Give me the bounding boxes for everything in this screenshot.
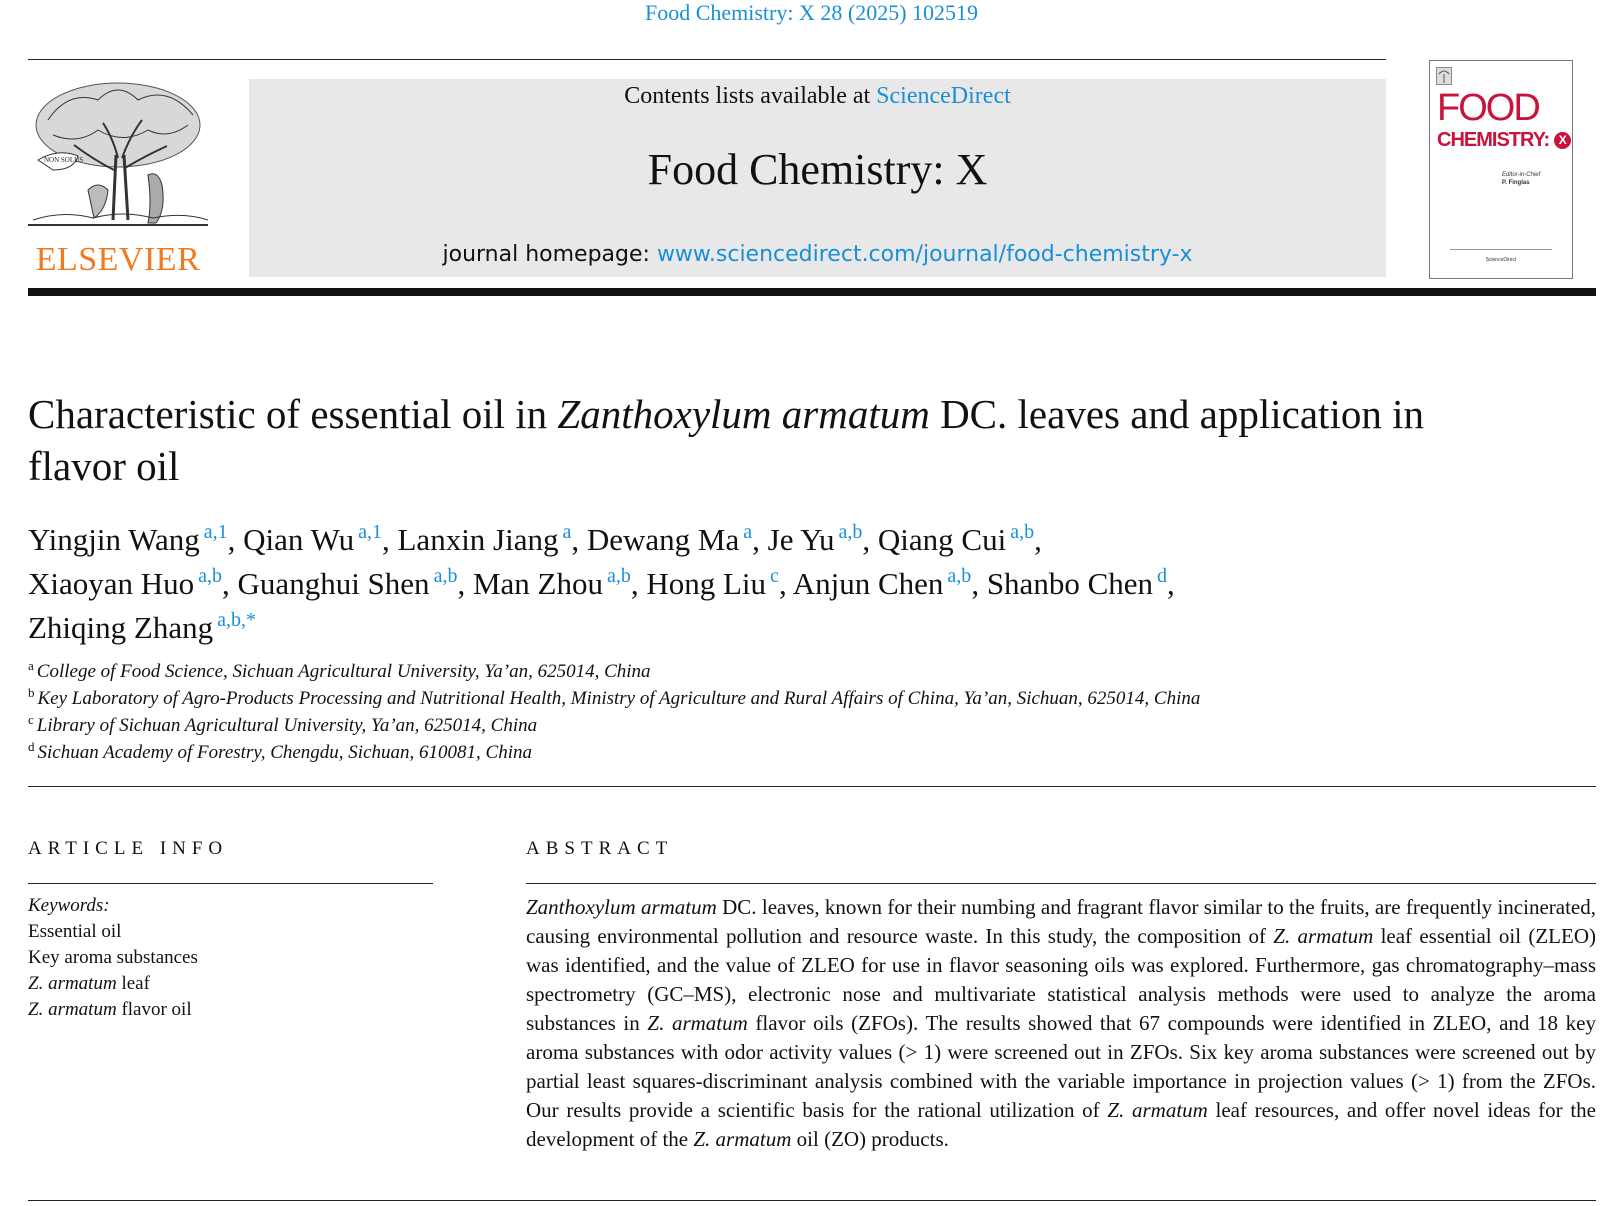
keyword-list xyxy=(28,919,198,1023)
cover-editor-label: Editor-in-Chief xyxy=(1502,172,1541,178)
title-species: Zanthoxylum armatum xyxy=(557,391,930,437)
author-affiliation-marker[interactable]: c xyxy=(770,565,779,587)
author-affiliation-marker[interactable]: a xyxy=(743,521,753,543)
journal-homepage-link[interactable]: www.sciencedirect.com/journal/food-chemistry-x xyxy=(656,242,1193,267)
keyword-text: Essential oil xyxy=(28,921,122,942)
author-list xyxy=(28,520,1478,652)
abstract-segment: flavor oils (ZFOs). The results showed that 67 compounds were identified in ZLEO, and 18 key aroma substances with odor activity values (> 1) were screened out in ZFOs. Six key aroma substances were screened out by partial least squares-discriminant analysis combined with the variable importance in projection values (> 1) from the ZFOs. Our results provide a scientific basis for the rational utilization of xyxy=(526,1011,1596,1122)
keyword-text: leaf xyxy=(116,973,150,994)
cover-editor-name: P. Finglas xyxy=(1502,180,1530,186)
author-separator: , xyxy=(227,522,244,557)
keyword xyxy=(28,971,198,997)
author-affiliation-marker[interactable]: a,b xyxy=(433,565,458,587)
affiliation-key: c xyxy=(28,712,34,727)
abstract-segment: leaf essential oil (ZLEO) was identified, and the value of ZLEO for use in flavor seasoning oils was explored. Furthermore, gas chromatography–mass spectrometry (GC–MS), electronic nose and multivariate statistical analysis methods were used to analyze the aroma substances in xyxy=(526,924,1596,1035)
keyword-species: Z. armatum xyxy=(28,973,117,994)
author xyxy=(587,522,768,557)
affiliation-rule xyxy=(28,786,1596,787)
abstract-species: Z. armatum xyxy=(647,1011,748,1035)
abstract-species: Z. armatum xyxy=(1107,1098,1208,1122)
author-name[interactable]: Lanxin Jiang xyxy=(397,522,559,557)
abstract-segment: DC. leaves, known for their numbing and fragrant flavor similar to the fruits, are frequently incinerated, causing environmental pollution and resource waste. In this study, the composition of xyxy=(526,895,1596,948)
affiliation-item xyxy=(28,659,1528,686)
author-affiliation-marker[interactable]: d xyxy=(1157,565,1167,587)
affiliation-text: College of Food Science, Sichuan Agricultural University, Ya’an, 625014, China xyxy=(36,661,651,682)
elsevier-tree-icon xyxy=(28,80,208,230)
article-info-rule xyxy=(28,883,433,884)
author xyxy=(243,522,397,557)
keywords-label: Keywords: xyxy=(28,895,110,916)
author-name[interactable]: Xiaoyan Huo xyxy=(28,566,195,601)
affiliation-key: a xyxy=(28,658,34,673)
author-name[interactable]: Je Yu xyxy=(767,522,835,557)
keyword xyxy=(28,997,198,1023)
author xyxy=(28,610,256,645)
cover-footer-rule xyxy=(1450,249,1552,250)
author-separator: , xyxy=(1167,566,1175,601)
affiliation-item xyxy=(28,686,1528,713)
cover-title-food: FOOD xyxy=(1437,87,1539,129)
abstract-species: Z. armatum xyxy=(693,1127,792,1151)
author-separator: , xyxy=(1034,522,1042,557)
elsevier-logo[interactable] xyxy=(28,80,208,278)
author-name[interactable]: Qian Wu xyxy=(243,522,355,557)
author-separator: , xyxy=(457,566,473,601)
keyword xyxy=(28,945,198,971)
keyword-text: Key aroma substances xyxy=(28,947,198,968)
author-affiliation-marker[interactable]: a,b xyxy=(1010,521,1035,543)
journal-citation-link[interactable]: Food Chemistry: X 28 (2025) 102519 xyxy=(644,0,979,25)
homepage-line xyxy=(249,239,1386,271)
abstract-rule xyxy=(526,883,1596,884)
author xyxy=(793,566,987,601)
header-rule xyxy=(28,59,1386,60)
affiliation-list xyxy=(28,659,1528,767)
contents-prefix: Contents lists available at xyxy=(624,83,877,109)
title-part-1: Characteristic of essential oil in xyxy=(28,391,558,437)
author-affiliation-marker[interactable]: a,b xyxy=(838,521,863,543)
author-name[interactable]: Shanbo Chen xyxy=(986,566,1153,601)
author xyxy=(473,566,646,601)
article-info-heading: ARTICLE INFO xyxy=(28,838,229,859)
affiliation-item xyxy=(28,740,1528,767)
author xyxy=(398,522,587,557)
footer-rule xyxy=(28,1200,1596,1201)
article-title xyxy=(28,388,1478,492)
affiliation-text: Sichuan Academy of Forestry, Chengdu, Sichuan, 610081, China xyxy=(37,742,532,763)
author-separator: , xyxy=(752,522,768,557)
author xyxy=(28,566,238,601)
cover-x-badge: X xyxy=(1554,132,1571,149)
abstract-segment: oil (ZO) products. xyxy=(791,1127,949,1151)
author-affiliation-marker[interactable]: a,b xyxy=(606,565,631,587)
title-part-2: DC. leaves and application in flavor oil xyxy=(28,391,1424,489)
affiliation-text: Library of Sichuan Agricultural University, Ya’an, 625014, China xyxy=(36,715,538,736)
author-name[interactable]: Yingjin Wang xyxy=(28,522,200,557)
elsevier-mini-logo-icon xyxy=(1436,67,1452,85)
author xyxy=(646,566,792,601)
author-separator: , xyxy=(778,566,793,601)
author-separator: , xyxy=(971,566,987,601)
keyword xyxy=(28,919,198,945)
author-affiliation-marker[interactable]: a,1 xyxy=(358,521,382,543)
author-affiliation-marker[interactable]: a,b xyxy=(947,565,972,587)
header-thick-rule xyxy=(28,288,1596,296)
affiliation-item xyxy=(28,713,1528,740)
journal-cover-thumbnail[interactable] xyxy=(1429,60,1573,279)
author-name[interactable]: Guanghui Shen xyxy=(237,566,430,601)
cover-footer: ScienceDirect xyxy=(1485,257,1517,263)
abstract-text xyxy=(526,893,1596,1154)
author xyxy=(987,566,1175,601)
cover-title-chemistry xyxy=(1437,129,1571,151)
author-separator: , xyxy=(222,566,238,601)
author-name[interactable]: Qiang Cui xyxy=(877,522,1007,557)
journal-banner xyxy=(249,79,1386,277)
author-separator: , xyxy=(571,522,587,557)
author-name[interactable]: Anjun Chen xyxy=(792,566,944,601)
svg-text:NON SOLUS: NON SOLUS xyxy=(44,156,84,164)
cover-editor xyxy=(1502,171,1540,187)
author-affiliation-marker[interactable]: a xyxy=(562,521,572,543)
author-affiliation-marker[interactable]: a,1 xyxy=(203,521,228,543)
author xyxy=(28,522,243,557)
abstract-segment: leaf resources, and offer novel ideas for the development of the xyxy=(526,1098,1596,1151)
abstract-heading: ABSTRACT xyxy=(526,838,674,859)
contents-line xyxy=(249,79,1386,113)
keyword-text: flavor oil xyxy=(116,999,192,1020)
author-separator: , xyxy=(862,522,878,557)
cover-chemistry-word: CHEMISTRY: xyxy=(1437,129,1550,151)
affiliation-key: d xyxy=(28,739,35,754)
author-affiliation-marker[interactable]: a,b xyxy=(198,565,223,587)
author-name[interactable]: Dewang Ma xyxy=(586,522,740,557)
abstract-species: Zanthoxylum armatum xyxy=(526,895,717,919)
elsevier-wordmark: ELSEVIER xyxy=(35,241,201,278)
author-name[interactable]: Hong Liu xyxy=(646,566,767,601)
author-affiliation-marker[interactable]: a,b,* xyxy=(217,609,256,631)
author-name[interactable]: Zhiqing Zhang xyxy=(28,610,214,645)
author xyxy=(768,522,878,557)
sciencedirect-link[interactable]: ScienceDirect xyxy=(876,83,1011,109)
author-name[interactable]: Man Zhou xyxy=(472,566,603,601)
affiliation-text: Key Laboratory of Agro-Products Processing and Nutritional Health, Ministry of Agriculture and Rural Affairs of China, Ya’an, Sichuan, 625014, China xyxy=(37,688,1201,709)
author-separator: , xyxy=(630,566,647,601)
author-separator: , xyxy=(382,522,398,557)
homepage-prefix: journal homepage: xyxy=(442,242,657,267)
keywords-block xyxy=(28,893,198,1023)
affiliation-key: b xyxy=(28,685,35,700)
author xyxy=(878,522,1042,557)
author xyxy=(238,566,473,601)
abstract-species: Z. armatum xyxy=(1273,924,1374,948)
journal-name: Food Chemistry: X xyxy=(647,145,988,194)
keyword-species: Z. armatum xyxy=(28,999,117,1020)
